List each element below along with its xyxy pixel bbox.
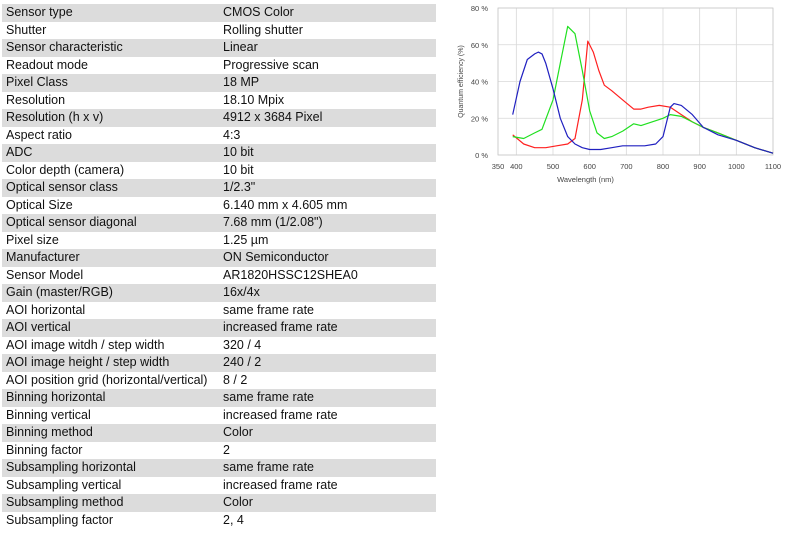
x-tick-label: 800 [656, 162, 670, 171]
spec-row [2, 39, 436, 57]
spec-row [2, 459, 436, 477]
spec-row [2, 109, 436, 127]
spec-value: 10 bit [219, 144, 436, 162]
x-tick-label: 700 [620, 162, 633, 171]
spec-row [2, 372, 436, 390]
spec-label: ADC [2, 144, 219, 162]
y-tick-label: 80 % [470, 4, 488, 13]
spec-label: AOI image witdh / step width [2, 337, 219, 355]
spec-value: increased frame rate [219, 407, 436, 425]
spec-value: Rolling shutter [219, 22, 436, 40]
spec-row [2, 22, 436, 40]
spec-row [2, 389, 436, 407]
spec-value: Color [219, 494, 436, 512]
spec-row [2, 477, 436, 495]
x-tick-label: 600 [583, 162, 596, 171]
spec-label: AOI horizontal [2, 302, 219, 320]
spec-label: Shutter [2, 22, 219, 40]
spec-value: 240 / 2 [219, 354, 436, 372]
spec-value: same frame rate [219, 459, 436, 477]
chart-grid [498, 8, 773, 155]
spec-label: Gain (master/RGB) [2, 284, 219, 302]
spec-label: Binning vertical [2, 407, 219, 425]
spec-value: 2 [219, 442, 436, 460]
specification-table-body [2, 4, 436, 529]
spec-row [2, 127, 436, 145]
spec-value: 320 / 4 [219, 337, 436, 355]
spec-row [2, 249, 436, 267]
spec-value: 4:3 [219, 127, 436, 145]
spec-label: Resolution (h x v) [2, 109, 219, 127]
spec-label: AOI image height / step width [2, 354, 219, 372]
spec-value: increased frame rate [219, 477, 436, 495]
spec-value: 1/2.3" [219, 179, 436, 197]
spec-label: Subsampling factor [2, 512, 219, 530]
spec-value: Progressive scan [219, 57, 436, 75]
spec-row [2, 442, 436, 460]
spec-row [2, 424, 436, 442]
spec-value: CMOS Color [219, 4, 436, 22]
spec-value: 8 / 2 [219, 372, 436, 390]
spec-value: same frame rate [219, 302, 436, 320]
spec-row [2, 197, 436, 215]
spec-value: Linear [219, 39, 436, 57]
spec-value: ON Semiconductor [219, 249, 436, 267]
x-tick-label: 1000 [727, 162, 745, 171]
spec-label: AOI position grid (horizontal/vertical) [2, 372, 219, 390]
spec-value: increased frame rate [219, 319, 436, 337]
spec-value: 10 bit [219, 162, 436, 180]
spec-value: AR1820HSSC12SHEA0 [219, 267, 436, 285]
spec-row [2, 267, 436, 285]
spec-row [2, 92, 436, 110]
spec-value: same frame rate [219, 389, 436, 407]
spec-label: Subsampling horizontal [2, 459, 219, 477]
spec-value: Color [219, 424, 436, 442]
spec-label: Binning method [2, 424, 219, 442]
spec-label: Subsampling vertical [2, 477, 219, 495]
x-tick-label: 350 [491, 162, 505, 171]
y-tick-label: 0 % [475, 151, 488, 160]
spec-row [2, 162, 436, 180]
spec-row [2, 57, 436, 75]
spec-label: Aspect ratio [2, 127, 219, 145]
spec-value: 18.10 Mpix [219, 92, 436, 110]
spec-label: Manufacturer [2, 249, 219, 267]
spec-row [2, 302, 436, 320]
spec-row [2, 407, 436, 425]
y-tick-label: 20 % [470, 114, 488, 124]
spec-row [2, 319, 436, 337]
spec-value: 1.25 µm [219, 232, 436, 250]
spec-value: 6.140 mm x 4.605 mm [219, 197, 436, 215]
spec-row [2, 4, 436, 22]
spec-label: Color depth (camera) [2, 162, 219, 180]
spec-row [2, 494, 436, 512]
x-tick-label: 500 [546, 162, 560, 171]
spec-label: Readout mode [2, 57, 219, 75]
x-tick-label: 900 [693, 162, 706, 171]
y-axis-label: Quantum efficiency (%) [458, 45, 465, 118]
spec-row [2, 337, 436, 355]
spec-label: Sensor Model [2, 267, 219, 285]
spec-row [2, 512, 436, 530]
spec-row [2, 179, 436, 197]
x-axis-label: Wavelength (nm) [557, 175, 614, 184]
spec-row [2, 232, 436, 250]
x-tick-label: 1100 [764, 162, 782, 171]
quantum-efficiency-chart [450, 0, 786, 195]
x-tick-label: 400 [510, 162, 523, 171]
spec-label: Sensor type [2, 4, 219, 22]
spec-label: Optical Size [2, 197, 219, 215]
y-tick-label: 60 % [470, 40, 488, 50]
spec-label: Optical sensor diagonal [2, 214, 219, 232]
spec-label: Pixel Class [2, 74, 219, 92]
spec-label: Sensor characteristic [2, 39, 219, 57]
spec-label: Subsampling method [2, 494, 219, 512]
y-tick-label: 40 % [470, 77, 488, 87]
specification-table [2, 4, 436, 529]
spec-row [2, 144, 436, 162]
spec-value: 4912 x 3684 Pixel [219, 109, 436, 127]
spec-label: Optical sensor class [2, 179, 219, 197]
series-line-1 [513, 26, 773, 153]
spec-row [2, 74, 436, 92]
spec-row [2, 284, 436, 302]
spec-row [2, 354, 436, 372]
spec-label: Binning factor [2, 442, 219, 460]
spec-value: 7.68 mm (1/2.08") [219, 214, 436, 232]
spec-value: 16x/4x [219, 284, 436, 302]
spec-label: Pixel size [2, 232, 219, 250]
spec-label: Resolution [2, 92, 219, 110]
spec-value: 18 MP [219, 74, 436, 92]
spec-label: AOI vertical [2, 319, 219, 337]
spec-label: Binning horizontal [2, 389, 219, 407]
spec-value: 2, 4 [219, 512, 436, 530]
spec-row [2, 214, 436, 232]
series-line-0 [513, 41, 773, 153]
